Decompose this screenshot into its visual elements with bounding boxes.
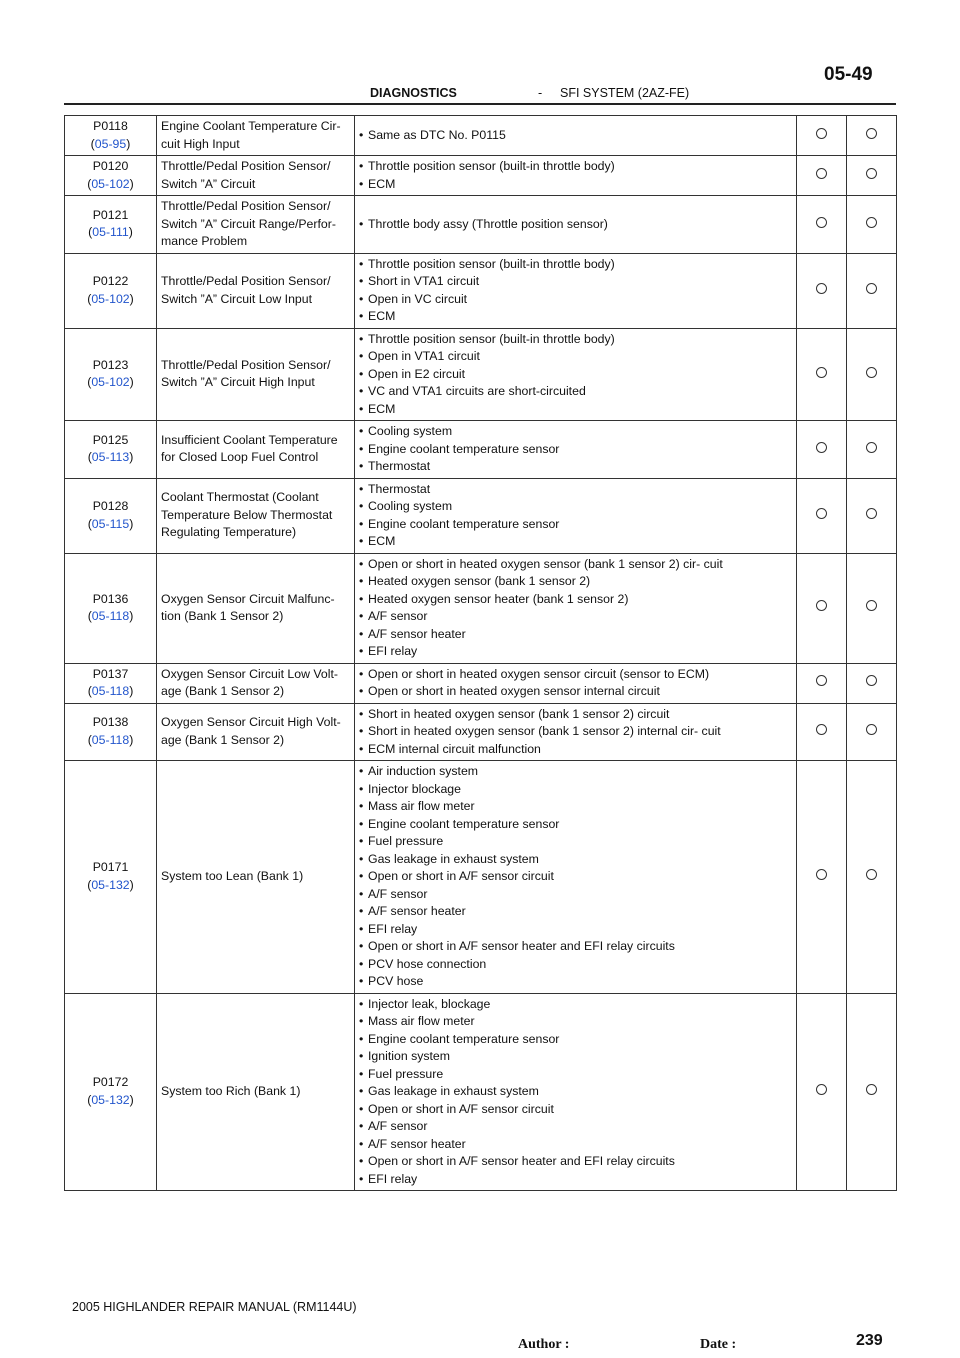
table-row — [65, 253, 897, 328]
trouble-area-item: • Engine coolant temperature sensor — [359, 816, 792, 834]
trouble-area-item: • A/F sensor — [359, 886, 792, 904]
trouble-area-cell — [355, 553, 797, 663]
detection-item-line: Oxygen Sensor Circuit Malfunc- — [161, 591, 335, 606]
detection-item-line: age (Bank 1 Sensor 2) — [161, 684, 285, 698]
dtc-table — [64, 115, 897, 1191]
trouble-area-list — [359, 158, 792, 193]
memory-circle-icon — [866, 442, 877, 453]
memory-cell — [847, 993, 897, 1191]
trouble-area-list — [359, 996, 792, 1189]
trouble-area-cell — [355, 253, 797, 328]
trouble-area-item: • Short in VTA1 circuit — [359, 273, 792, 291]
page-reference-link[interactable]: 05-102 — [91, 176, 130, 191]
detection-item-line: System too Rich (Bank 1) — [161, 1084, 301, 1098]
trouble-area-item: • A/F sensor heater — [359, 1136, 792, 1154]
page-reference-link[interactable]: 05-115 — [91, 516, 130, 531]
trouble-area-item: • Short in heated oxygen sensor (bank 1 sensor 2) circuit — [359, 706, 792, 724]
trouble-area-item: • Open in VC circuit — [359, 291, 792, 309]
mil-circle-icon — [816, 128, 827, 139]
table-row — [65, 116, 897, 156]
trouble-area-item: • EFI relay — [359, 1171, 792, 1189]
dtc-code-cell: P0172 (05-132) — [65, 993, 157, 1191]
mil-cell — [797, 253, 847, 328]
trouble-area-cell — [355, 156, 797, 196]
page-number: 05-49 — [824, 64, 873, 85]
trouble-area-item: • ECM — [359, 533, 792, 551]
dtc-code: P0171 — [92, 860, 129, 875]
dtc-code: P0118 — [93, 119, 128, 133]
memory-cell — [847, 663, 897, 703]
trouble-area-list — [359, 666, 792, 701]
detection-item-line: tion (Bank 1 Sensor 2) — [161, 609, 284, 623]
page-reference-link[interactable]: 05-132 — [91, 877, 130, 892]
dtc-code: P0125 — [92, 432, 129, 447]
trouble-area-item: • Heated oxygen sensor heater (bank 1 sensor 2) — [359, 591, 792, 609]
mil-cell — [797, 116, 847, 156]
trouble-area-item: • Throttle position sensor (built-in throttle body) — [359, 256, 792, 274]
table-row — [65, 663, 897, 703]
detection-item-line: Oxygen Sensor Circuit Low Volt- — [161, 666, 339, 681]
mil-cell — [797, 703, 847, 761]
detection-item-cell — [157, 478, 355, 553]
trouble-area-item: • Open or short in A/F sensor heater and EFI relay circuits — [359, 938, 792, 956]
detection-item-line: age (Bank 1 Sensor 2) — [161, 732, 285, 747]
trouble-area-list — [359, 763, 792, 991]
detection-item-line: Insufficient Coolant Temperature — [161, 432, 338, 447]
trouble-area-item: • Engine coolant temperature sensor — [359, 441, 792, 459]
trouble-area-cell — [355, 116, 797, 156]
mil-circle-icon — [816, 168, 827, 179]
trouble-area-item: • Cooling system — [359, 498, 792, 516]
trouble-area-item: • Open or short in A/F sensor circuit — [359, 868, 792, 886]
header-rule — [64, 103, 896, 105]
detection-item-cell — [157, 761, 355, 994]
memory-circle-icon — [866, 168, 877, 179]
table-row — [65, 761, 897, 994]
trouble-area-item: • Engine coolant temperature sensor — [359, 516, 792, 534]
memory-circle-icon — [866, 128, 877, 139]
trouble-area-item: • Cooling system — [359, 423, 792, 441]
trouble-area-list — [359, 556, 792, 661]
mil-circle-icon — [816, 442, 827, 453]
table-row — [65, 156, 897, 196]
trouble-area-list — [359, 127, 792, 145]
mil-circle-icon — [816, 869, 827, 880]
trouble-area-item: • Throttle position sensor (built-in throttle body) — [359, 158, 792, 176]
mil-cell — [797, 663, 847, 703]
dtc-code: P0128 — [92, 499, 129, 513]
trouble-area-item: • A/F sensor heater — [359, 903, 792, 921]
page-reference-link[interactable]: 05-132 — [91, 1092, 130, 1107]
trouble-area-item: • PCV hose — [359, 973, 792, 991]
detection-item-line: Switch ”A” Circuit Range/Perfor- — [161, 216, 336, 231]
trouble-area-item: • VC and VTA1 circuits are short-circuited — [359, 383, 792, 401]
memory-circle-icon — [866, 508, 877, 519]
detection-item-cell — [157, 663, 355, 703]
trouble-area-item: • ECM internal circuit malfunction — [359, 741, 792, 759]
trouble-area-list — [359, 481, 792, 551]
table-row — [65, 993, 897, 1191]
detection-item-line: mance Problem — [161, 234, 248, 248]
mil-cell — [797, 156, 847, 196]
trouble-area-list — [359, 216, 792, 234]
table-row — [65, 421, 897, 479]
memory-circle-icon — [866, 724, 877, 735]
dtc-code: P0172 — [92, 1075, 129, 1090]
mil-circle-icon — [816, 217, 827, 228]
trouble-area-item: • Open or short in A/F sensor circuit — [359, 1101, 792, 1119]
detection-item-cell — [157, 703, 355, 761]
trouble-area-item: • EFI relay — [359, 921, 792, 939]
detection-item-cell — [157, 116, 355, 156]
mil-circle-icon — [816, 508, 827, 519]
dtc-code: P0121 — [92, 207, 129, 222]
trouble-area-list — [359, 423, 792, 476]
trouble-area-item: • Open or short in A/F sensor heater and EFI relay circuits — [359, 1153, 792, 1171]
mil-circle-icon — [816, 675, 827, 686]
trouble-area-item: • Thermostat — [359, 458, 792, 476]
memory-circle-icon — [866, 1084, 877, 1095]
detection-item-cell — [157, 993, 355, 1191]
trouble-area-cell — [355, 328, 797, 421]
manual-page-number: 239 — [856, 1332, 883, 1349]
trouble-area-item: • ECM — [359, 308, 792, 326]
mil-cell — [797, 993, 847, 1191]
trouble-area-list — [359, 706, 792, 759]
trouble-area-item: • Throttle position sensor (built-in throttle body) — [359, 331, 792, 349]
trouble-area-item: • Air induction system — [359, 763, 792, 781]
trouble-area-item: • ECM — [359, 176, 792, 194]
detection-item-line: Temperature Below Thermostat — [161, 507, 333, 522]
mil-circle-icon — [816, 283, 827, 294]
detection-item-line: Switch ”A” Circuit — [161, 176, 256, 191]
dtc-code-cell: P0137 (05-118) — [65, 663, 157, 703]
memory-cell — [847, 328, 897, 421]
dtc-code-cell: P0138 (05-118) — [65, 703, 157, 761]
dtc-code-cell: P0128 (05-115) — [65, 478, 157, 553]
header-separator: - — [538, 86, 543, 100]
trouble-area-item: • Gas leakage in exhaust system — [359, 1083, 792, 1101]
trouble-area-item: • Ignition system — [359, 1048, 792, 1066]
trouble-area-cell — [355, 993, 797, 1191]
trouble-area-item: • Mass air flow meter — [359, 1013, 792, 1031]
trouble-area-item: • Open or short in heated oxygen sensor circuit (sensor to ECM) — [359, 666, 792, 684]
dtc-code: P0137 — [92, 666, 129, 681]
detection-item-line: Oxygen Sensor Circuit High Volt- — [161, 715, 341, 730]
page-reference-link[interactable]: 05-118 — [91, 609, 130, 623]
trouble-area-cell — [355, 663, 797, 703]
dtc-code: P0122 — [92, 274, 129, 288]
detection-item-line: Engine Coolant Temperature Cir- — [161, 119, 341, 133]
dtc-code-cell: P0171 (05-132) — [65, 761, 157, 994]
author-label: Author : — [518, 1337, 570, 1352]
dtc-code-cell: P0120 (05-102) — [65, 156, 157, 196]
mil-cell — [797, 196, 847, 254]
memory-circle-icon — [866, 283, 877, 294]
detection-item-line: Throttle/Pedal Position Sensor/ — [161, 159, 331, 173]
trouble-area-cell — [355, 703, 797, 761]
trouble-area-item: • Short in heated oxygen sensor (bank 1 sensor 2) internal cir- cuit — [359, 723, 792, 741]
trouble-area-cell — [355, 478, 797, 553]
trouble-area-item: • Engine coolant temperature sensor — [359, 1031, 792, 1049]
trouble-area-item: • PCV hose connection — [359, 956, 792, 974]
table-row — [65, 478, 897, 553]
trouble-area-item: • Same as DTC No. P0115 — [359, 127, 792, 145]
dtc-code: P0123 — [92, 357, 129, 372]
memory-cell — [847, 553, 897, 663]
dtc-code-cell: P0122 (05-102) — [65, 253, 157, 328]
memory-cell — [847, 116, 897, 156]
detection-item-line: System too Lean (Bank 1) — [161, 869, 304, 883]
trouble-area-item: • Open or short in heated oxygen sensor (bank 1 sensor 2) cir- cuit — [359, 556, 792, 574]
memory-cell — [847, 478, 897, 553]
memory-cell — [847, 421, 897, 479]
memory-cell — [847, 761, 897, 994]
trouble-area-item: • Gas leakage in exhaust system — [359, 851, 792, 869]
memory-cell — [847, 253, 897, 328]
trouble-area-item: • A/F sensor — [359, 1118, 792, 1136]
memory-cell — [847, 156, 897, 196]
mil-circle-icon — [816, 1084, 827, 1095]
dtc-code: P0136 — [92, 591, 129, 606]
trouble-area-item: • ECM — [359, 401, 792, 419]
memory-circle-icon — [866, 217, 877, 228]
detection-item-line: Throttle/Pedal Position Sensor/ — [161, 357, 331, 372]
dtc-code: P0138 — [92, 715, 129, 730]
page-reference-link[interactable]: 05-95 — [94, 136, 127, 151]
page-reference-link[interactable]: 05-111 — [92, 225, 129, 240]
trouble-area-item: • Injector leak, blockage — [359, 996, 792, 1014]
trouble-area-item: • Throttle body assy (Throttle position sensor) — [359, 216, 792, 234]
dtc-code-cell: P0123 (05-102) — [65, 328, 157, 421]
trouble-area-list — [359, 256, 792, 326]
table-row — [65, 703, 897, 761]
page-reference-link[interactable]: 05-102 — [91, 375, 130, 390]
detection-item-cell — [157, 196, 355, 254]
detection-item-cell — [157, 156, 355, 196]
dtc-code: P0120 — [92, 159, 129, 173]
detection-item-line: Throttle/Pedal Position Sensor/ — [161, 199, 331, 213]
mil-circle-icon — [816, 367, 827, 378]
manual-footer: 2005 HIGHLANDER REPAIR MANUAL (RM1144U) — [72, 1300, 357, 1314]
detection-item-line: for Closed Loop Fuel Control — [161, 450, 319, 465]
trouble-area-cell — [355, 196, 797, 254]
mil-cell — [797, 328, 847, 421]
mil-cell — [797, 421, 847, 479]
detection-item-cell — [157, 253, 355, 328]
dtc-code-cell: P0118 (05-95) — [65, 116, 157, 156]
trouble-area-item: • Injector blockage — [359, 781, 792, 799]
trouble-area-cell — [355, 761, 797, 994]
table-row — [65, 328, 897, 421]
trouble-area-item: • Thermostat — [359, 481, 792, 499]
detection-item-line: Regulating Temperature) — [161, 525, 297, 540]
detection-item-line: Switch ”A” Circuit Low Input — [161, 291, 313, 306]
page-reference-link[interactable]: 05-113 — [91, 450, 130, 465]
mil-cell — [797, 478, 847, 553]
trouble-area-item: • A/F sensor — [359, 608, 792, 626]
detection-item-line: Switch ”A” Circuit High Input — [161, 375, 315, 390]
dtc-code-cell: P0121 (05-111) — [65, 196, 157, 254]
memory-circle-icon — [866, 600, 877, 611]
trouble-area-item: • Mass air flow meter — [359, 798, 792, 816]
dtc-code-cell: P0136 (05-118) — [65, 553, 157, 663]
date-label: Date : — [700, 1337, 737, 1352]
table-row — [65, 196, 897, 254]
memory-circle-icon — [866, 675, 877, 686]
trouble-area-cell — [355, 421, 797, 479]
dtc-code-cell: P0125 (05-113) — [65, 421, 157, 479]
mil-circle-icon — [816, 600, 827, 611]
section-title: DIAGNOSTICS — [370, 86, 457, 100]
trouble-area-item: • Open in VTA1 circuit — [359, 348, 792, 366]
mil-circle-icon — [816, 724, 827, 735]
trouble-area-list — [359, 331, 792, 419]
detection-item-cell — [157, 328, 355, 421]
page-reference-link[interactable]: 05-118 — [91, 732, 130, 747]
trouble-area-item: • Fuel pressure — [359, 833, 792, 851]
detection-item-line: cuit High Input — [161, 136, 240, 151]
detection-item-line: Throttle/Pedal Position Sensor/ — [161, 274, 331, 288]
trouble-area-item: • Open in E2 circuit — [359, 366, 792, 384]
memory-circle-icon — [866, 869, 877, 880]
trouble-area-item: • EFI relay — [359, 643, 792, 661]
detection-item-cell — [157, 421, 355, 479]
trouble-area-item: • A/F sensor heater — [359, 626, 792, 644]
detection-item-cell — [157, 553, 355, 663]
detection-item-line: Coolant Thermostat (Coolant — [161, 490, 319, 505]
table-row — [65, 553, 897, 663]
trouble-area-item: • Heated oxygen sensor (bank 1 sensor 2) — [359, 573, 792, 591]
page-reference-link[interactable]: 05-102 — [91, 291, 130, 306]
memory-circle-icon — [866, 367, 877, 378]
trouble-area-item: • Fuel pressure — [359, 1066, 792, 1084]
system-title: SFI SYSTEM (2AZ-FE) — [560, 86, 690, 100]
mil-cell — [797, 553, 847, 663]
page-reference-link[interactable]: 05-118 — [91, 684, 130, 698]
trouble-area-item: • Open or short in heated oxygen sensor internal circuit — [359, 683, 792, 701]
memory-cell — [847, 196, 897, 254]
memory-cell — [847, 703, 897, 761]
mil-cell — [797, 761, 847, 994]
